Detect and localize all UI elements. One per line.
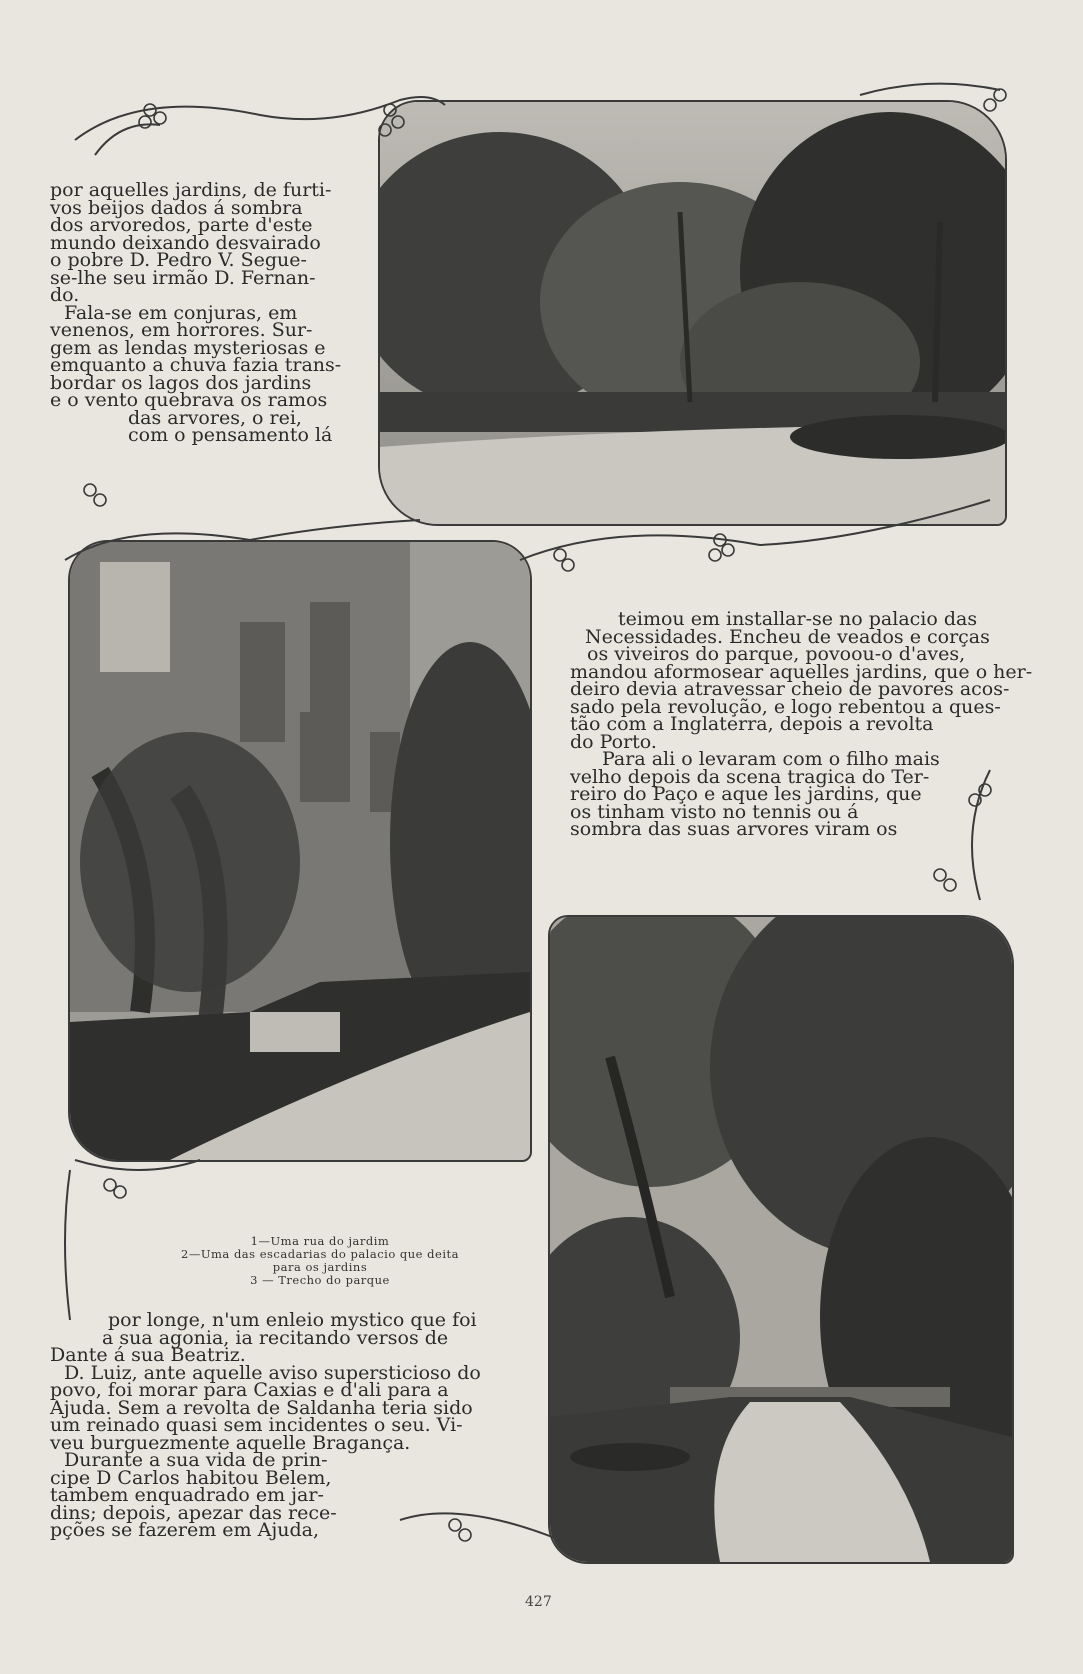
- text-line: teimou em installar-se no palacio das: [618, 608, 978, 630]
- text-line: e o vento quebrava os ramos: [50, 389, 328, 411]
- photo-caption: [150, 1235, 490, 1287]
- text-line: Fala-se em conjuras, em: [64, 301, 298, 324]
- photo-park: [548, 915, 1014, 1564]
- text-line: bordar os lagos dos jardins: [50, 371, 312, 394]
- text-line: o pobre D. Pedro V. Segue-: [50, 249, 307, 271]
- text-line: com o pensamento lá: [128, 424, 333, 446]
- text-line: Dante á sua Beatriz.: [50, 1344, 246, 1366]
- text-column-bottom-left: [50, 1309, 500, 1541]
- text-line: por aquelles jardins, de furti-: [50, 179, 332, 201]
- text-line: mandou aformosear aquelles jardins, que o her-: [570, 660, 1033, 683]
- text-line: tão com a Inglaterra, depois a revolta: [570, 713, 934, 735]
- text-line: Ajuda. Sem a revolta de Saldanha teria sido: [50, 1396, 473, 1419]
- text-line: do.: [50, 284, 80, 306]
- text-line: tambem enquadrado em jar-: [50, 1484, 324, 1506]
- text-line: veu burguezmente aquelle Bragança.: [50, 1431, 411, 1454]
- text-line: reiro do Paço e aque les jardins, que: [570, 783, 922, 805]
- text-line: mundo deixando desvairado: [50, 231, 321, 254]
- text-line: venenos, em horrores. Sur-: [50, 319, 313, 341]
- text-line: Necessidades. Encheu de veados e corças: [585, 625, 990, 648]
- text-line: do Porto.: [570, 730, 657, 753]
- text-line: das arvores, o rei,: [128, 406, 302, 429]
- text-line: D. Luiz, ante aquelle aviso supersticioso do: [64, 1361, 481, 1384]
- caption-line: 3 — Trecho do parque: [250, 1273, 390, 1287]
- text-line: por longe, n'um enleio mystico que foi: [108, 1309, 477, 1331]
- page-number: 427: [525, 1594, 552, 1610]
- text-line: velho depois da scena tragica do Ter-: [570, 765, 930, 788]
- text-line: pções se fazerem em Ajuda,: [50, 1519, 319, 1541]
- text-line: os tinham visto no tennis ou á: [570, 800, 859, 823]
- text-line: Para ali o levaram com o filho mais: [602, 748, 940, 770]
- text-line: Durante a sua vida de prin-: [64, 1449, 328, 1471]
- text-line: vos beijos dados á sombra: [50, 196, 303, 219]
- text-line: dins; depois, apezar das rece-: [50, 1501, 337, 1524]
- text-line: a sua agonia, ia recitando versos de: [102, 1326, 449, 1349]
- text-line: emquanto a chuva fazia trans-: [50, 354, 342, 376]
- photo-palace-staircase: [68, 540, 532, 1162]
- text-column-top-left: [50, 179, 342, 446]
- text-line: povo, foi morar para Caxias e d'ali para a: [50, 1379, 449, 1401]
- text-line: sado pela revolução, e logo rebentou a ques-: [570, 695, 1001, 718]
- caption-line: 2—Uma das escadarias do palacio que deita: [181, 1247, 459, 1261]
- caption-line: para os jardins: [272, 1260, 368, 1274]
- text-column-mid-right: [565, 608, 1033, 840]
- text-line: sombra das suas arvores viram os: [570, 818, 898, 840]
- caption-line: 1—Uma rua do jardim: [250, 1234, 390, 1248]
- text-line: deiro devia atravessar cheio de pavores acos-: [570, 678, 1010, 700]
- text-line: cipe D Carlos habitou Belem,: [50, 1466, 332, 1489]
- text-line: se-lhe seu irmão D. Fernan-: [50, 266, 316, 289]
- text-line: um reinado quasi sem incidentes o seu. Vi-: [50, 1414, 463, 1436]
- text-line: dos arvoredos, parte d'este: [50, 214, 313, 236]
- photo-garden-path: [378, 100, 1007, 526]
- text-line: gem as lendas mysteriosas e: [50, 336, 326, 359]
- text-line: os viveiros do parque, povoou-o d'aves,: [587, 643, 966, 665]
